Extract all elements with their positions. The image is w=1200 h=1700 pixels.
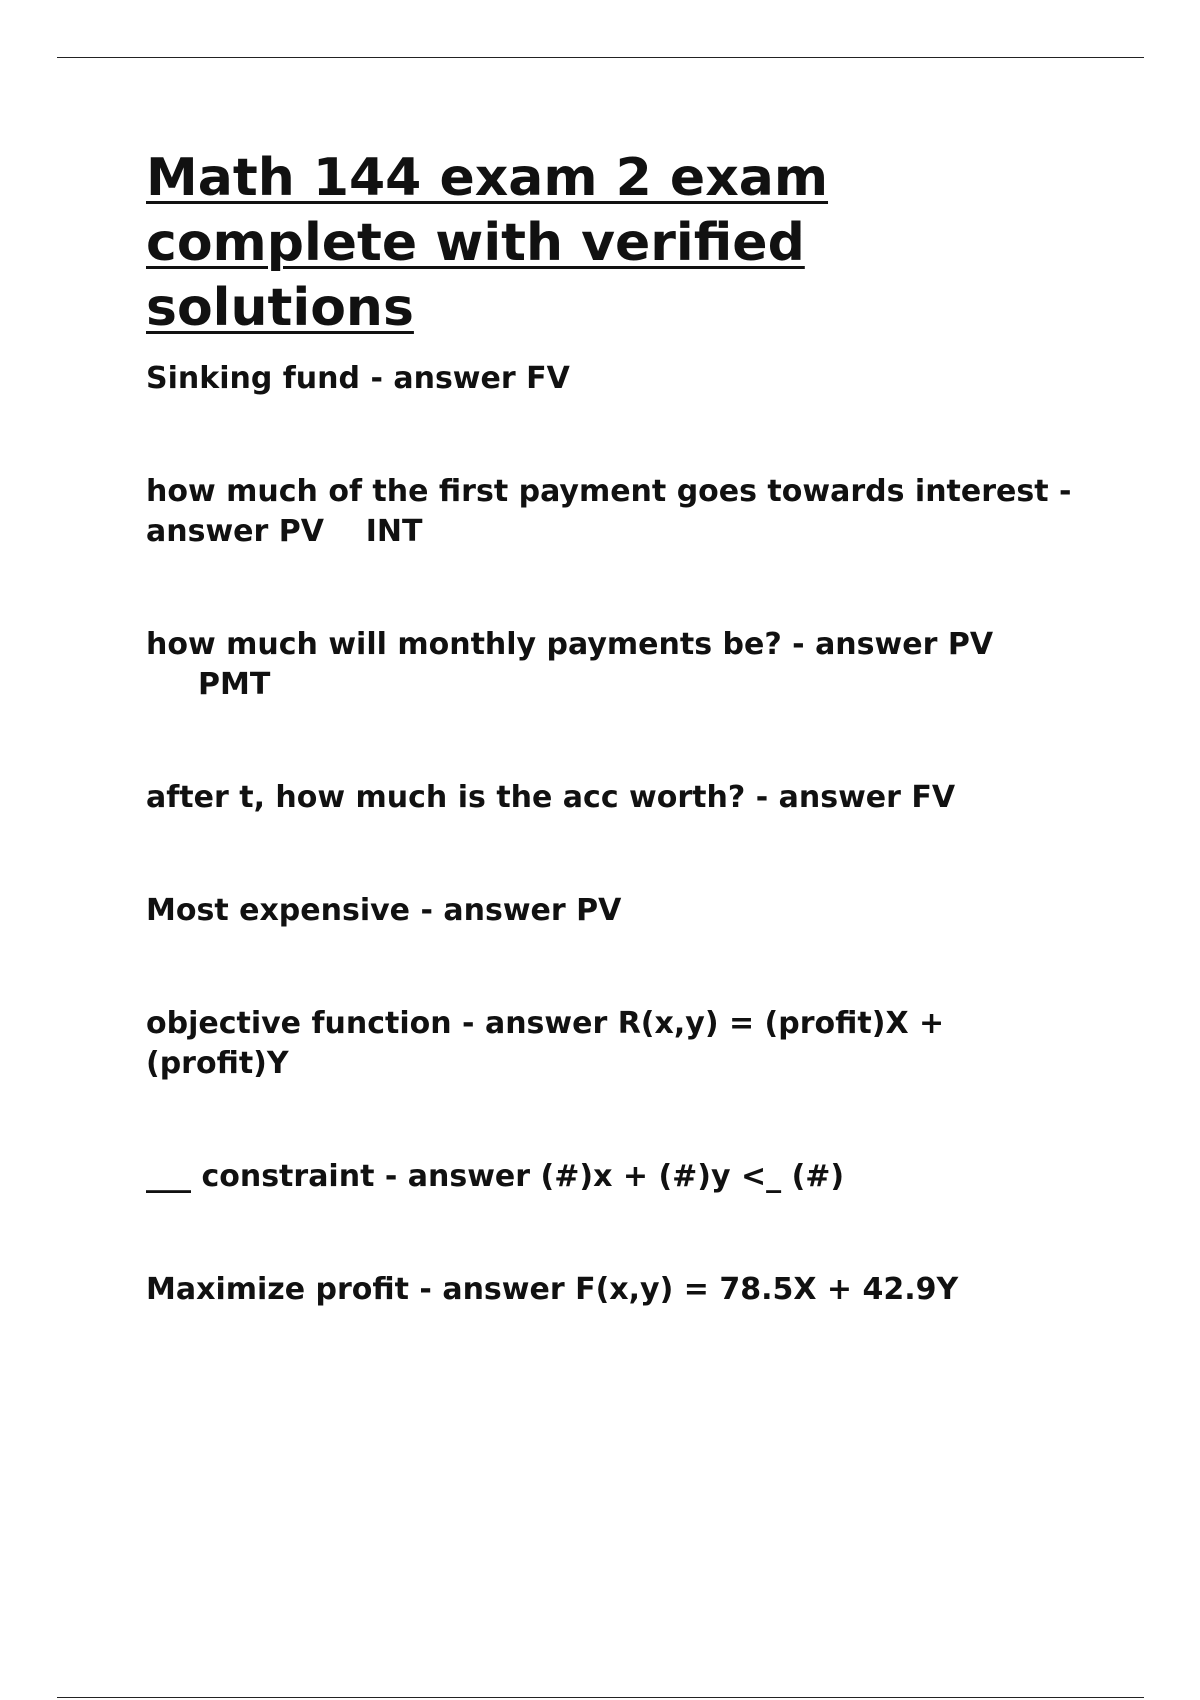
- document-body: [146, 146, 1086, 1383]
- bottom-rule: [57, 1697, 1144, 1698]
- qa-text: after t, how much is the acc worth? - answer FV: [146, 780, 956, 815]
- qa-item: [146, 625, 1086, 705]
- qa-text: ___ constraint - answer (#)x + (#)y <_ (#): [146, 1159, 845, 1194]
- qa-item: [146, 1270, 1086, 1310]
- qa-text: how much of the first payment goes towards interest - answer PV INT: [146, 474, 1082, 549]
- qa-text: Maximize profit - answer F(x,y) = 78.5X + 42.9Y: [146, 1272, 959, 1307]
- qa-item: [146, 472, 1086, 552]
- qa-item: [146, 778, 1086, 818]
- qa-list: [146, 359, 1086, 1310]
- qa-text: Most expensive - answer PV: [146, 893, 622, 928]
- qa-text: Sinking fund - answer FV: [146, 361, 570, 396]
- top-rule: [57, 57, 1144, 58]
- qa-answer-continuation: PMT: [198, 667, 271, 702]
- document-title: Math 144 exam 2 exam complete with verified solutions: [146, 148, 829, 338]
- qa-text: objective function - answer R(x,y) = (profit)X + (profit)Y: [146, 1006, 955, 1081]
- qa-item: [146, 359, 1086, 399]
- qa-item: [146, 891, 1086, 931]
- qa-item: [146, 1004, 1086, 1084]
- qa-item: [146, 1157, 1086, 1197]
- qa-text: how much will monthly payments be? - answer PV: [146, 627, 994, 662]
